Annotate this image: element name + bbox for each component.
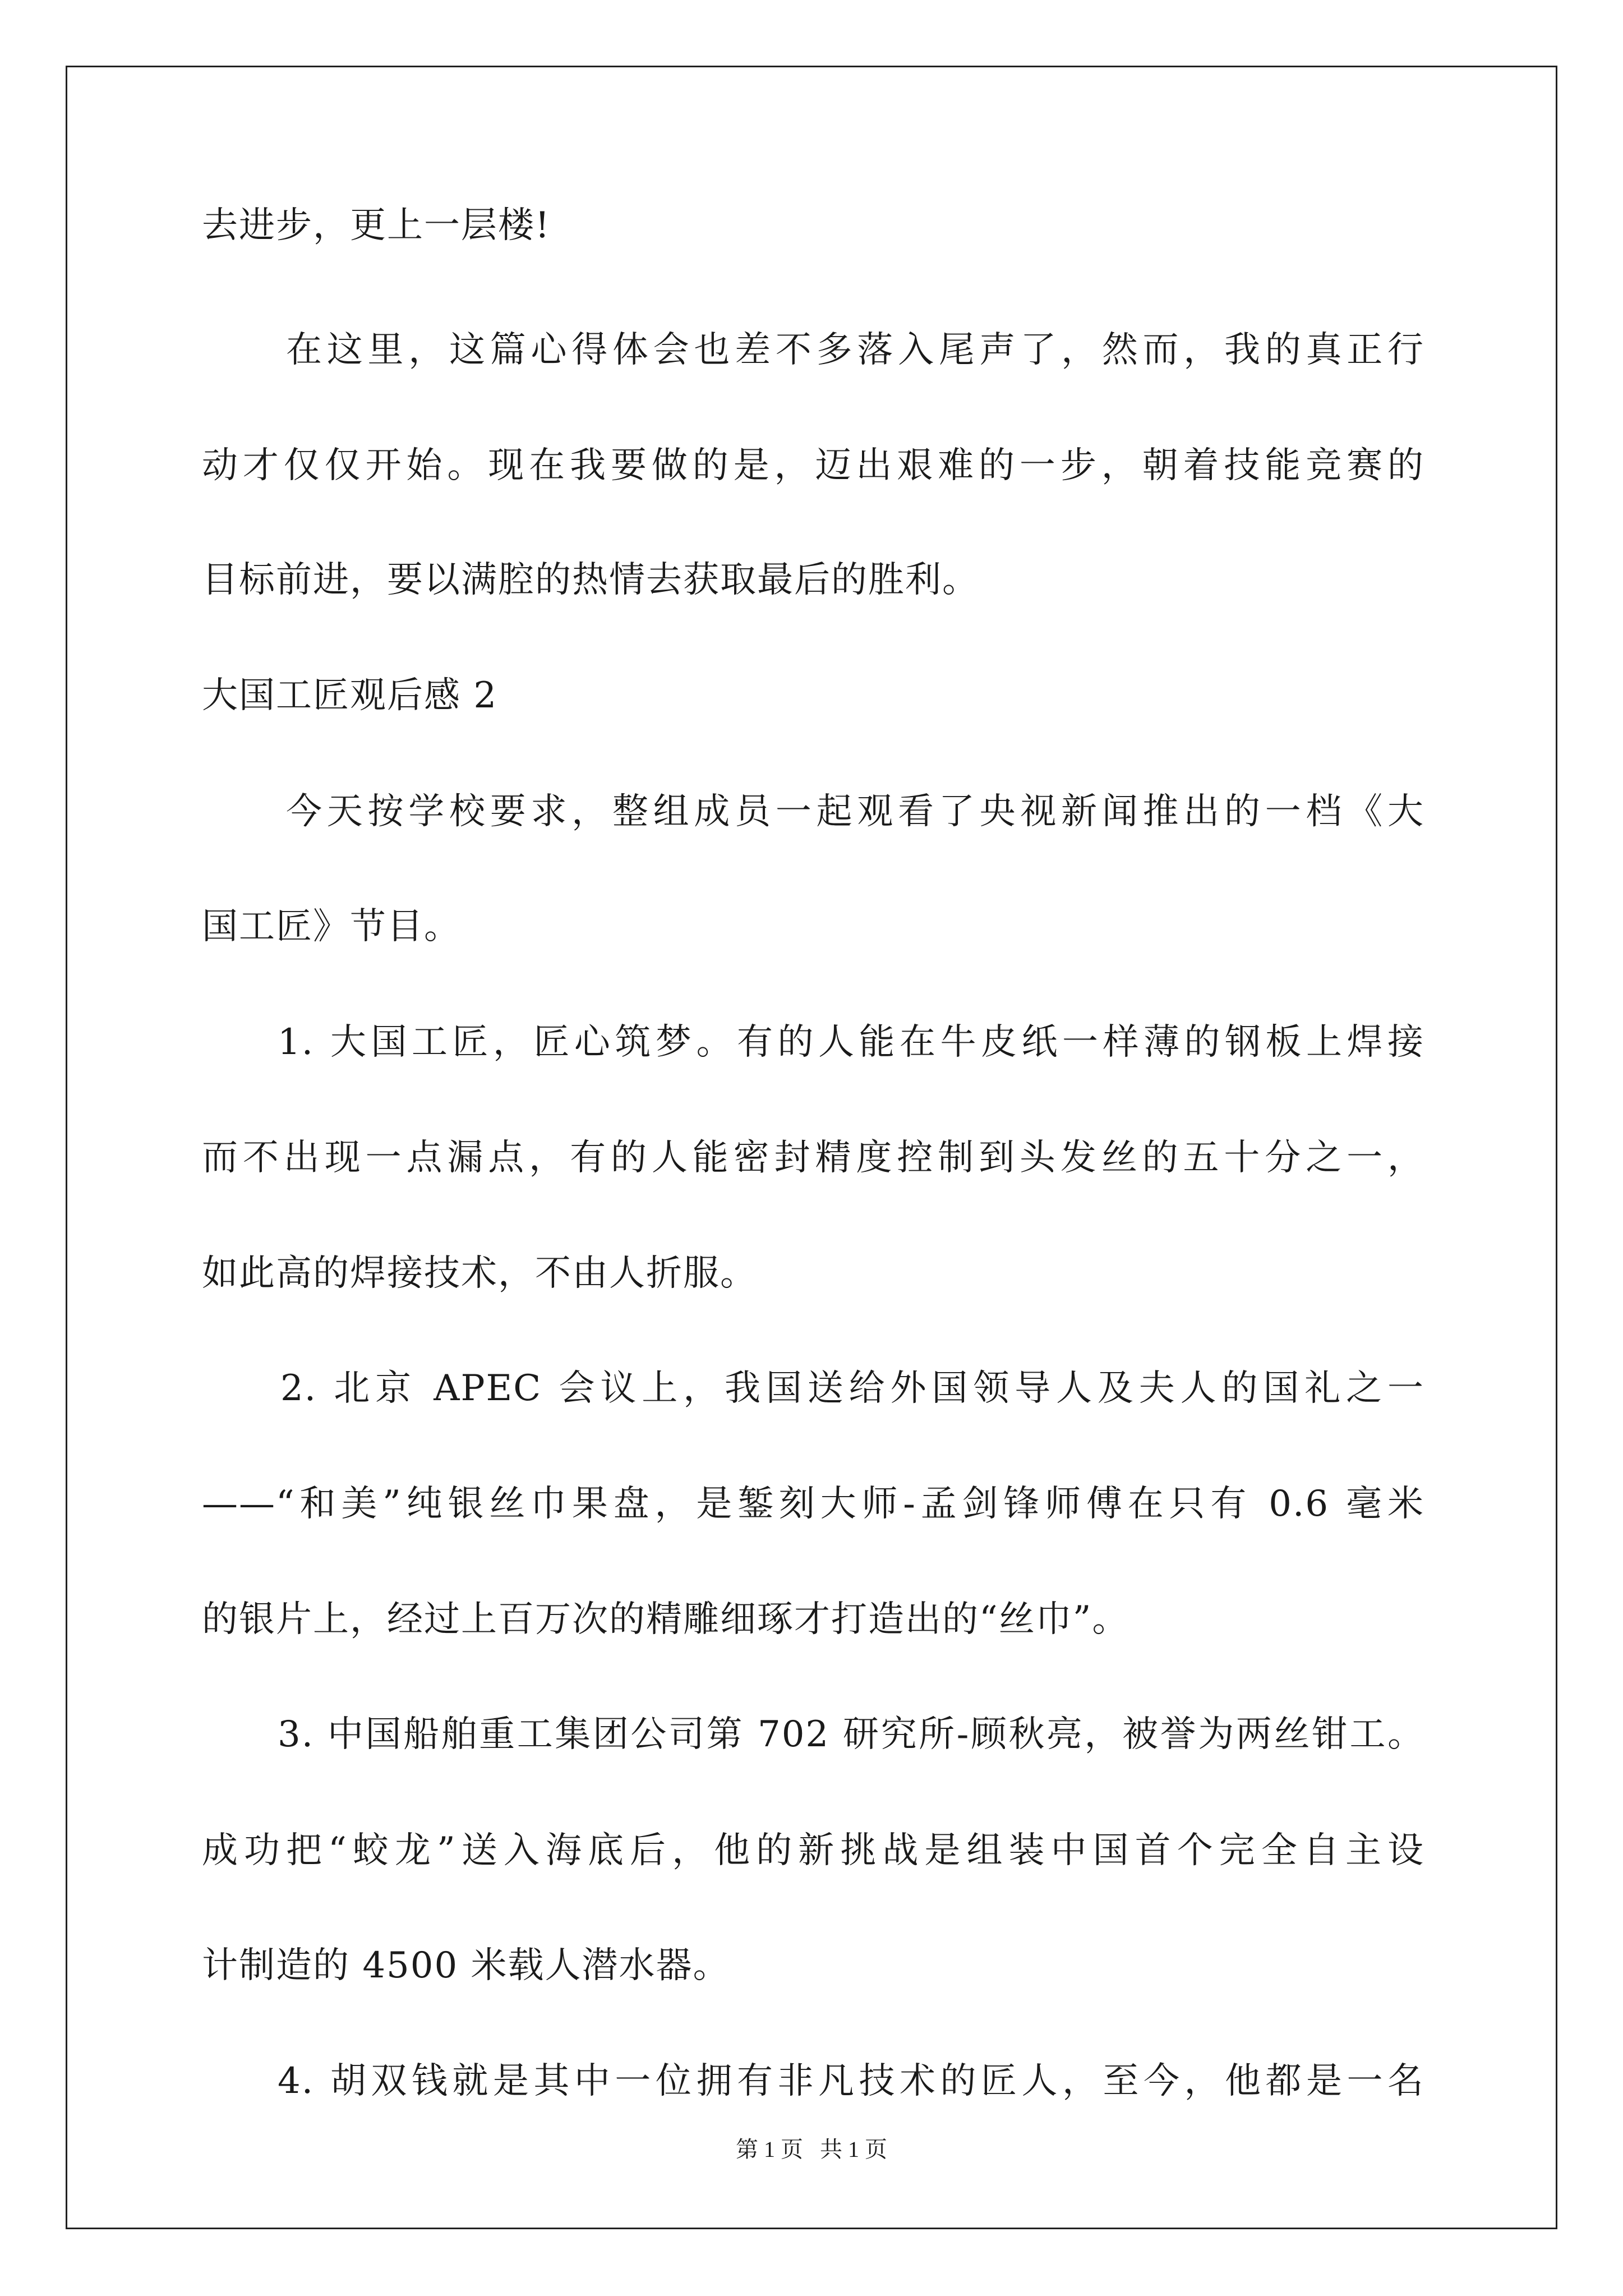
text-line: 而不出现一点漏点，有的人能密封精度控制到头发丝的五十分之一， [202,1137,1424,1179]
page-footer: 第 1 页 共 1 页 [736,2137,887,2162]
text-line: 国工匠》节目。 [202,906,461,947]
paragraph-first-line: 在这里，这篇心得体会也差不多落入尾声了，然而，我的真正行 [286,329,1424,371]
section-heading: 大国工匠观后感 2 [202,675,498,716]
text-line: 的银片上，经过上百万次的精雕细琢才打造出的“丝巾”。 [202,1599,1129,1640]
paragraph-first-line: 今天按学校要求，整组成员一起观看了央视新闻推出的一档《大 [286,791,1424,832]
text-line: 成功把“蛟龙”送入海底后，他的新挑战是组装中国首个完全自主设 [202,1830,1424,1871]
text-line: ——“和美”纯银丝巾果盘，是錾刻大师-孟剑锋师傅在只有 0.6 毫米 [202,1483,1424,1525]
list-item-3-line: 3. 中国船舶重工集团公司第 702 研究所-顾秋亮，被誉为两丝钳工。 [278,1714,1424,1755]
text-line: 动才仅仅开始。现在我要做的是，迈出艰难的一步，朝着技能竞赛的 [202,445,1424,486]
text-line: 目标前进，要以满腔的热情去获取最后的胜利。 [202,559,979,601]
list-item-1-line: 1. 大国工匠，匠心筑梦。有的人能在牛皮纸一样薄的钢板上焊接 [278,1022,1424,1063]
text-line: 计制造的 4500 米载人潜水器。 [202,1945,730,1986]
text-line: 如此高的焊接技术，不由人折服。 [202,1253,757,1294]
list-item-4-line: 4. 胡双钱就是其中一位拥有非凡技术的匠人，至今，他都是一名 [278,2060,1424,2102]
text-line: 去进步，更上一层楼! [202,205,551,246]
list-item-2-line: 2. 北京 APEC 会议上，我国送给外国领导人及夫人的国礼之一 [280,1368,1424,1409]
